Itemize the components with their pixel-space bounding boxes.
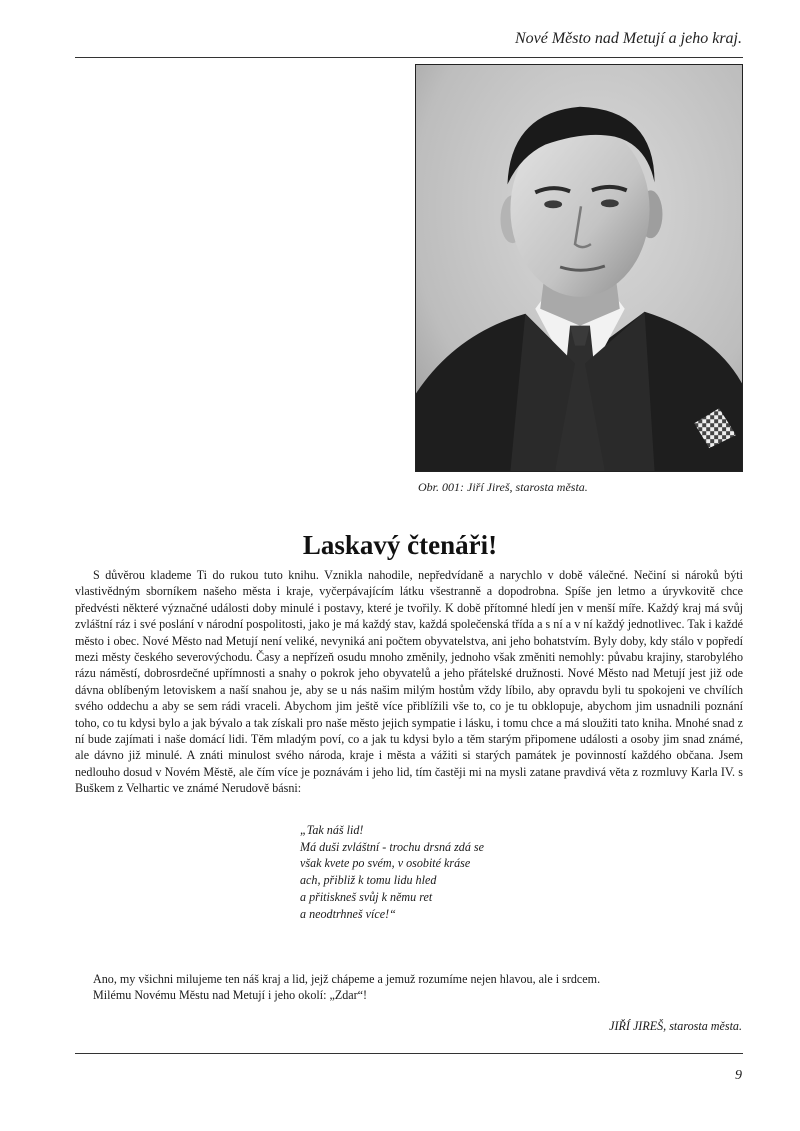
running-header-title: Nové Město nad Metují a jeho kraj.: [514, 30, 742, 47]
poem-line: ach, přibliž k tomu lidu hled: [300, 873, 437, 888]
portrait-photo: [415, 64, 743, 472]
author-signature: JIŘÍ JIREŠ, starosta města.: [609, 1019, 742, 1033]
closing-line: Milému Novému Městu nad Metují i jeho okolí: „Zdar“!: [93, 988, 368, 1003]
photo-caption: Obr. 001: Jiří Jireš, starosta města.: [418, 480, 588, 494]
poem-line: a neodtrhneš více!“: [300, 906, 396, 921]
poem-line: Má duši zvláštní - trochu drsná zdá se: [300, 839, 484, 854]
poem-quote: [300, 822, 484, 922]
header-rule: [75, 57, 743, 58]
article-paragraph: S důvěrou klademe Ti do rukou tuto knihu. Vznikla nahodile, nepředvídaně a narychlo v době válečné. Nečiní si nároků býti vlastivědným sborníkem našeho města i kraje, vyčerpávajícím látku všestranně a dopodrobna. Spíše jen letmo a úryvkovitě chce předvésti některé význačné události doby minulé i postavy, které je tvořily. K době přítomné hledí jen v menší míře. Každý kraj má svůj zvláštní ráz i své poslání v národní pospolitosti, jako je má každý stav, každá společenská třída a s ní a v ní každý jednotlivec. Tak i každé město i obec. Nové Město nad Metují není veliké, nevyniká ani počtem obyvatelstva, ani jeho bohatstvím. Byly doby, kdy stálo v popředí mezi městy českého severovýchodu. Časy a nepřízeň osudu mnoho změnily, jednoho však změniti nemohly: půvabu krajiny, starobylého rázu náměstí, dobrosrdečné upřímnosti a snahy o pokrok jeho obyvatelů a jeho přátelské družnosti. Nové Město nad Metují jest již ode dávna oblíbeným letoviskem a naší snahou je, aby se u nás našim milým hostům vždy líbilo, aby opravdu byli tu spokojeni ve chvílích svého oddechu a aby se sem rádi vraceli. Abychom jim ještě více přiblížili vše to, co je tu obklopuje, abychom jim usnadnili poznání toho, co tu kdysi bylo a jak bývalo a tak získali pro naše město jejich sympatie i lásku, i tomu chce a má sloužiti tato kniha. Mnohé snad z ní bude zajímati i naše domácí lidi. Těm mladým poví, co a jak tu kdysi bylo a těm starým připomene události a osoby jim snad známé, ale dávno již minulé. A znáti minulost svého národa, kraje i města a vážiti si starých památek je povinností každého občana. Jsem nedlouho dosud v Novém Městě, ale čím více je poznávám i jeho lid, tím častěji mi na mysli zatane pravdivá věta z rozmluvy Karla IV. s Buškem z Velhartic ve známé Nerudově básni:: [75, 568, 743, 796]
poem-line: však kvete po svém, v osobité kráse: [300, 856, 471, 871]
poem-line: „Tak náš lid!: [300, 823, 364, 837]
page-number: 9: [735, 1068, 742, 1083]
closing-line: Ano, my všichni milujeme ten náš kraj a lid, jejž chápeme a jemuž rozumíme nejen hlavou, ale i srdcem.: [93, 972, 601, 986]
portrait-illustration: [416, 65, 742, 471]
article-heading: Laskavý čtenáři!: [302, 530, 498, 560]
closing-paragraph: [75, 971, 743, 1004]
footer-rule: [75, 1053, 743, 1054]
poem-line: a přitiskneš svůj k němu ret: [300, 889, 433, 904]
